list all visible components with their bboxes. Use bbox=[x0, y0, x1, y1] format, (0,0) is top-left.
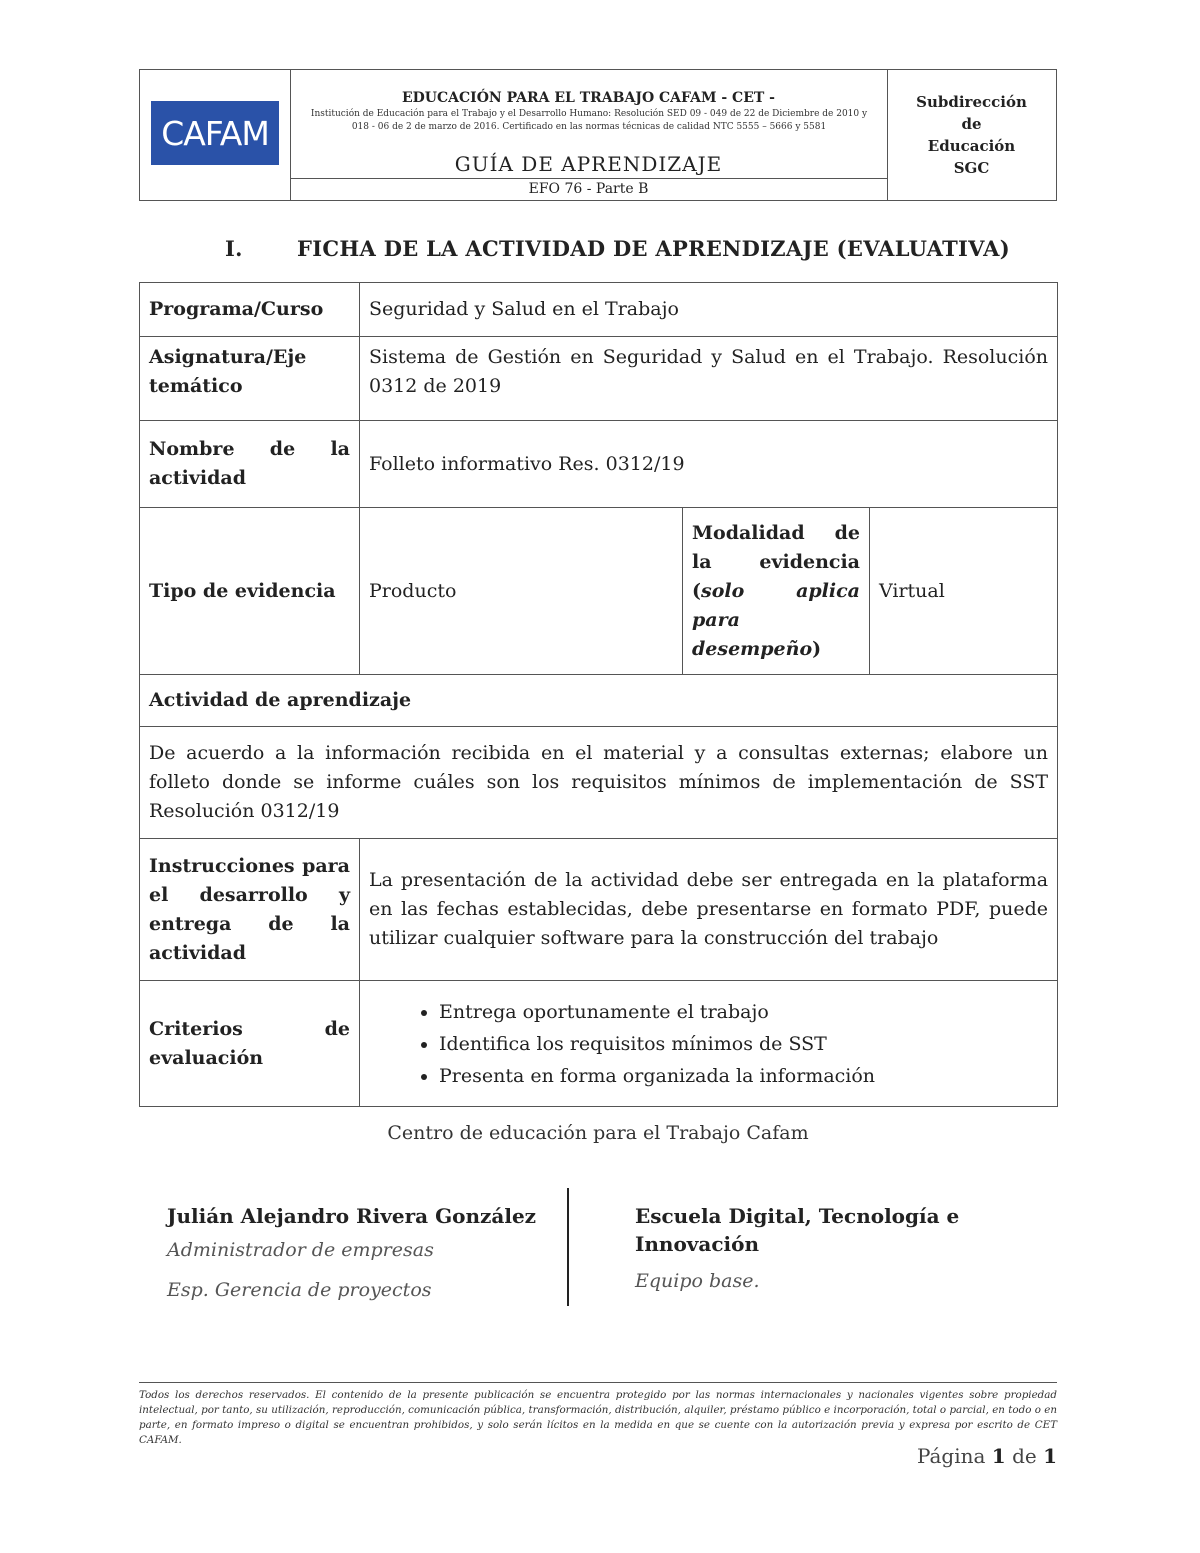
footer-divider bbox=[139, 1382, 1057, 1383]
institution-name: EDUCACIÓN PARA EL TRABAJO CAFAM - CET - bbox=[402, 90, 775, 106]
actividad-label: Actividad de aprendizaje bbox=[140, 675, 1058, 727]
section-title bbox=[225, 236, 1045, 261]
table-row bbox=[140, 421, 1058, 508]
asignatura-value: Sistema de Gestión en Seguridad y Salud en el Trabajo. Resolución 0312 de 2019 bbox=[360, 337, 1058, 421]
nombre-label: Nombre de la actividad bbox=[140, 421, 360, 508]
author-signature bbox=[167, 1202, 557, 1310]
list-item: • Entrega oportunamente el trabajo bbox=[439, 996, 1048, 1028]
instrucciones-label: Instrucciones para el desarrollo y entrega de la actividad bbox=[140, 839, 360, 981]
asignatura-label: Asignatura/Eje temático bbox=[140, 337, 360, 421]
criterios-label: Criterios de evaluación bbox=[140, 981, 360, 1107]
logo-cell bbox=[140, 70, 291, 200]
department-line: de bbox=[961, 115, 982, 133]
page-separator: de bbox=[1012, 1444, 1037, 1468]
institution-resolution: Institución de Educación para el Trabajo y el Desarrollo Humano: Resolución SED 09 - 049 de 22 de Diciembre de 2010 y 018 - 06 de 2 de marzo de 2016. Certificado en las normas técnicas de calidad NTC 5555 – 5666 y 5581 bbox=[310, 109, 868, 132]
tipo-label: Tipo de evidencia bbox=[140, 508, 360, 675]
table-row bbox=[140, 727, 1058, 839]
activity-sheet-table bbox=[139, 282, 1058, 1107]
section-number: I. bbox=[225, 236, 243, 261]
page-number bbox=[857, 1444, 1057, 1468]
table-row bbox=[140, 337, 1058, 421]
center-name: Centro de educación para el Trabajo Cafam bbox=[387, 1122, 809, 1144]
department-line: SGC bbox=[953, 159, 990, 177]
school-name: Escuela Digital, Tecnología e Innovación bbox=[635, 1204, 960, 1256]
cafam-logo bbox=[151, 101, 279, 165]
modalidad-label-close: ) bbox=[812, 637, 822, 660]
guide-title: GUÍA DE APRENDIZAJE bbox=[454, 152, 723, 176]
programa-value: Seguridad y Salud en el Trabajo bbox=[360, 283, 1058, 337]
table-row bbox=[140, 283, 1058, 337]
modalidad-label-text: Modalidad de la evidencia ( bbox=[692, 521, 860, 602]
modalidad-label bbox=[683, 508, 870, 675]
table-row bbox=[140, 839, 1058, 981]
table-row bbox=[140, 981, 1058, 1107]
section-title-text: FICHA DE LA ACTIVIDAD DE APRENDIZAJE (EVALUATIVA) bbox=[297, 236, 1010, 261]
actividad-text: De acuerdo a la información recibida en el material y a consultas externas; elabore un folleto donde se informe cuáles son los requisitos mínimos de implementación de SST Resolución 0312/19 bbox=[140, 727, 1058, 839]
school-signature bbox=[635, 1202, 995, 1296]
modalidad-value: Virtual bbox=[870, 508, 1058, 675]
table-row bbox=[140, 675, 1058, 727]
table-row bbox=[140, 508, 1058, 675]
list-item: • Identifica los requisitos mínimos de SST bbox=[439, 1028, 1048, 1060]
school-team: Equipo base. bbox=[635, 1270, 760, 1292]
department-line: Subdirección bbox=[916, 93, 1027, 111]
department-line: Educación bbox=[927, 137, 1016, 155]
list-item: • Presenta en forma organizada la información bbox=[439, 1060, 1048, 1092]
legal-notice: Todos los derechos reservados. El contenido de la presente publicación se encuentra protegido por las normas internacionales y nacionales vigentes sobre propiedad intelectual, por tanto, su utilización, reproducción, comunicación pública, transformación, distribución, alquiler, préstamo público e incorporación, total o parcial, en todo o en parte, en formato impreso o digital se encuentran prohibidos, y solo serán lícitos en la medida en que se cuente con la autorización previa y expresa por escrito de CET CAFAM. bbox=[139, 1389, 1057, 1446]
page-total: 1 bbox=[1043, 1444, 1057, 1468]
author-role: Administrador de empresas bbox=[167, 1239, 434, 1261]
instrucciones-text: La presentación de la actividad debe ser entregada en la plataforma en las fechas establecidas, debe presentarse en formato PDF, puede utilizar cualquier software para la construcción del trabajo bbox=[360, 839, 1058, 981]
document-code: EFO 76 - Parte B bbox=[528, 181, 649, 197]
header-divider bbox=[290, 178, 887, 179]
modalidad-label-note: solo aplica para desempeño bbox=[692, 579, 860, 660]
criterios-list bbox=[369, 996, 1048, 1092]
page-current: 1 bbox=[991, 1444, 1006, 1468]
author-name: Julián Alejandro Rivera González bbox=[167, 1204, 537, 1228]
programa-label: Programa/Curso bbox=[140, 283, 360, 337]
signature-divider bbox=[567, 1188, 569, 1306]
criterios-cell bbox=[360, 981, 1058, 1107]
logo-text: CAFAM bbox=[161, 113, 269, 153]
page-prefix: Página bbox=[916, 1444, 986, 1468]
document-header bbox=[139, 69, 1057, 201]
author-role: Esp. Gerencia de proyectos bbox=[167, 1279, 432, 1301]
header-department-cell bbox=[887, 70, 1056, 200]
nombre-value: Folleto informativo Res. 0312/19 bbox=[360, 421, 1058, 508]
tipo-value: Producto bbox=[360, 508, 683, 675]
header-title-cell bbox=[290, 70, 888, 200]
